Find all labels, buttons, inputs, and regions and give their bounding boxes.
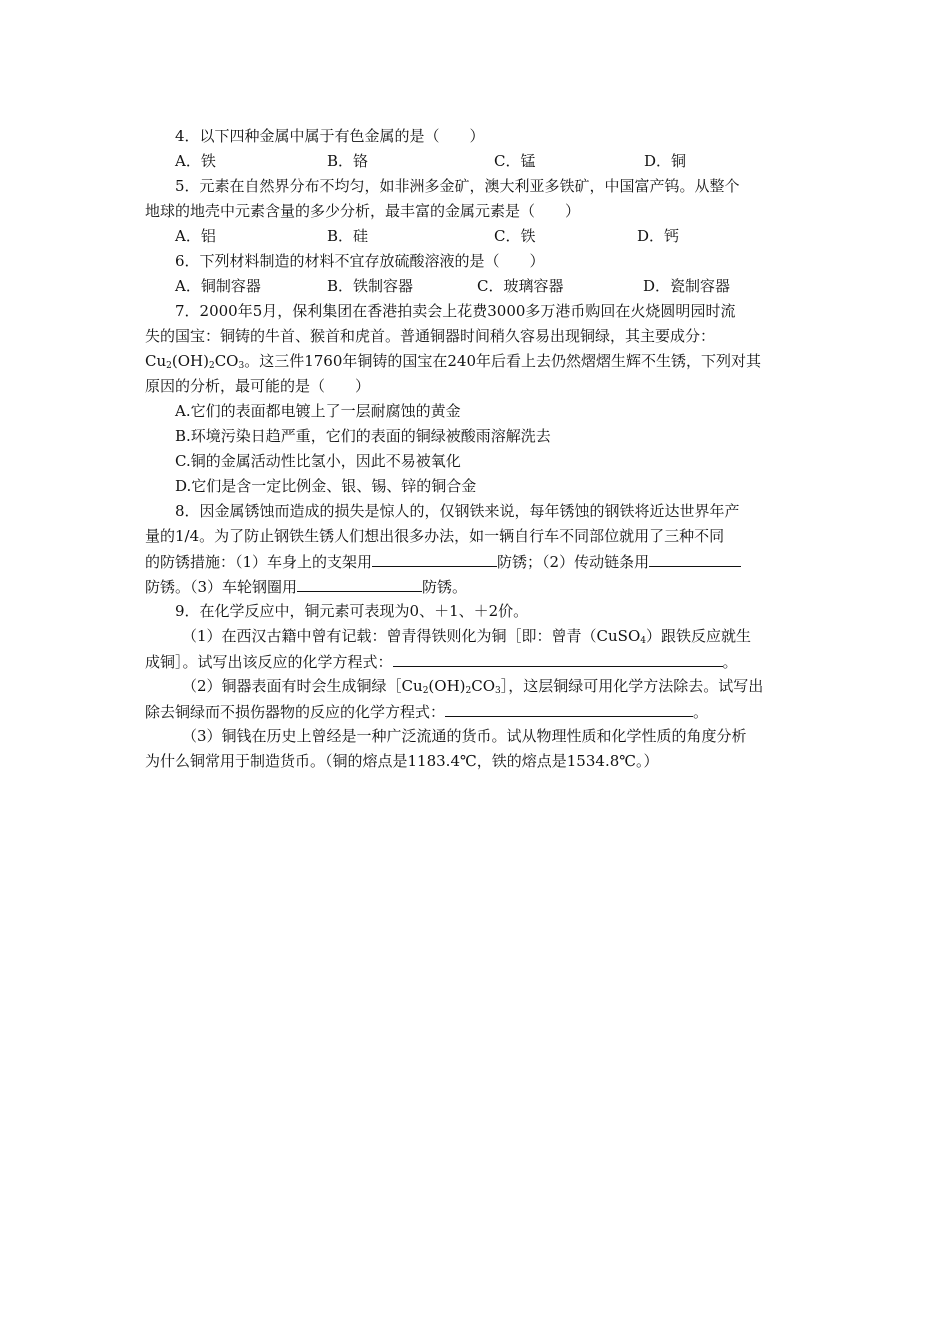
q9-stem: 9．在化学反应中，铜元素可表现为0、＋1、＋2价。 <box>175 602 529 620</box>
q9-part2-line2 <box>145 699 805 724</box>
q9-part2-line2-text: 除去铜绿而不损伤器物的反应的化学方程式： <box>145 703 446 721</box>
q6-option-a: A．铜制容器 <box>175 277 261 295</box>
q7-option-a: A.它们的表面都电镀上了一层耐腐蚀的黄金 <box>175 402 461 420</box>
q7-formula-sub: 2 <box>208 361 215 371</box>
q6-option-c: C．玻璃容器 <box>477 277 564 295</box>
q9-part1-line2-end: 。 <box>722 653 738 671</box>
q7-formula-sub: 2 <box>166 361 172 371</box>
q7-formula-co: CO <box>214 352 239 370</box>
q7-stem-line4: 原因的分析，最可能的是（ ） <box>145 377 371 395</box>
q7-stem-line2: 失的国宝：铜铸的牛首、猴首和虎首。普通铜器时间稍久容易出现铜绿，其主要成分： <box>145 327 716 345</box>
q7-formula-cu: Cu <box>145 352 167 370</box>
q8-line4-text-b: 防锈。 <box>422 578 468 596</box>
q8-line3-text-a: 的防锈措施：（1）车身上的支架用 <box>145 553 373 571</box>
q8-stem-line4 <box>145 574 805 599</box>
q9-part2-sub: 2 <box>422 686 429 696</box>
q4-option-c: C．锰 <box>494 152 536 170</box>
q5-options <box>145 224 805 249</box>
question-list <box>145 124 805 774</box>
q4-option-a: A．铁 <box>175 152 216 170</box>
q7-stem-line1: 7．2000年5月，保利集团在香港拍卖会上花费3000多万港币购回在火烧圆明园时流 <box>175 302 736 320</box>
q9-part1-line1 <box>145 624 805 649</box>
q7-option-c: C.铜的金属活动性比氢小，因此不易被氧化 <box>175 452 461 470</box>
q5-option-a: A．铝 <box>175 227 216 245</box>
q4-option-b: B．铬 <box>327 152 369 170</box>
q5-option-b: B．硅 <box>327 227 369 245</box>
q9-part1-answer-blank[interactable] <box>393 649 723 667</box>
q7-formula-sub: 3 <box>238 361 245 371</box>
q8-line3-text-b: 防锈；（2）传动链条用 <box>497 553 650 571</box>
q7-formula-oh: (OH) <box>171 352 209 370</box>
q5-option-c: C．铁 <box>494 227 536 245</box>
q9-part2-sub: 2 <box>465 686 472 696</box>
q8-blank-chain[interactable] <box>649 549 741 567</box>
q9-part2-line1 <box>145 674 805 699</box>
q5-stem-line2: 地球的地壳中元素含量的多少分析，最丰富的金属元素是（ ） <box>145 202 581 220</box>
q4-options <box>145 149 805 174</box>
q6-options <box>145 274 805 299</box>
q9-part3-line2: 为什么铜常用于制造货币。（铜的熔点是1183.4℃，铁的熔点是1534.8℃。） <box>145 752 659 770</box>
q9-part2-text-c: CO <box>471 677 496 695</box>
q9-part2-text-b: (OH) <box>428 677 466 695</box>
q4-option-d: D．铜 <box>644 152 687 170</box>
q9-part2-answer-blank[interactable] <box>445 699 693 717</box>
q9-part1-sub: 4 <box>640 636 646 646</box>
q7-option-b: B.环境污染日趋严重，它们的表面的铜绿被酸雨溶解洗去 <box>175 427 551 445</box>
q8-stem-line2: 量的1/4。为了防止钢铁生锈人们想出很多办法，如一辆自行车不同部位就用了三种不同 <box>145 527 725 545</box>
q6-stem: 6．下列材料制造的材料不宜存放硫酸溶液的是（ ） <box>175 252 545 270</box>
q8-stem-line1: 8．因金属锈蚀而造成的损失是惊人的，仅钢铁来说，每年锈蚀的钢铁将近达世界年产 <box>175 502 740 520</box>
q5-stem-line1: 5．元素在自然界分布不均匀，如非洲多金矿，澳大利亚多铁矿，中国富产钨。从整个 <box>175 177 740 195</box>
q4-stem: 4．以下四种金属中属于有色金属的是（ ） <box>175 127 485 145</box>
q9-part1-line2-text: 成铜］。试写出该反应的化学方程式： <box>145 653 393 671</box>
q8-blank-rim[interactable] <box>297 574 422 592</box>
q7-option-d: D.它们是含一定比例金、银、锡、锌的铜合金 <box>175 477 477 495</box>
q8-line4-text-a: 防锈。（3）车轮钢圈用 <box>145 578 298 596</box>
q5-option-d: D．钙 <box>637 227 680 245</box>
q9-part2-line2-end: 。 <box>693 703 709 721</box>
q9-part1-text-a: （1）在西汉古籍中曾有记载：曾青得铁则化为铜［即：曾青（CuSO <box>182 627 641 645</box>
q9-part3-line1: （3）铜钱在历史上曾经是一种广泛流通的货币。试从物理性质和化学性质的角度分析 <box>182 727 747 745</box>
q9-part2-sub: 3 <box>495 686 501 696</box>
q7-stem-line3-text: 。这三件1760年铜铸的国宝在240年后看上去仍然熠熠生辉不生锈，下列对其 <box>244 352 762 370</box>
q6-option-d: D．瓷制容器 <box>643 277 731 295</box>
q9-part1-text-b: ）跟铁反应就生 <box>646 627 752 645</box>
q7-stem-line3 <box>145 349 805 374</box>
q9-part1-line2 <box>145 649 805 674</box>
q8-blank-frame[interactable] <box>372 549 497 567</box>
q9-part2-text-a: （2）铜器表面有时会生成铜绿［Cu <box>182 677 423 695</box>
q6-option-b: B．铁制容器 <box>327 277 414 295</box>
q9-part2-text-d: ］，这层铜绿可用化学方法除去。试写出 <box>500 677 764 695</box>
q8-stem-line3 <box>145 549 805 574</box>
